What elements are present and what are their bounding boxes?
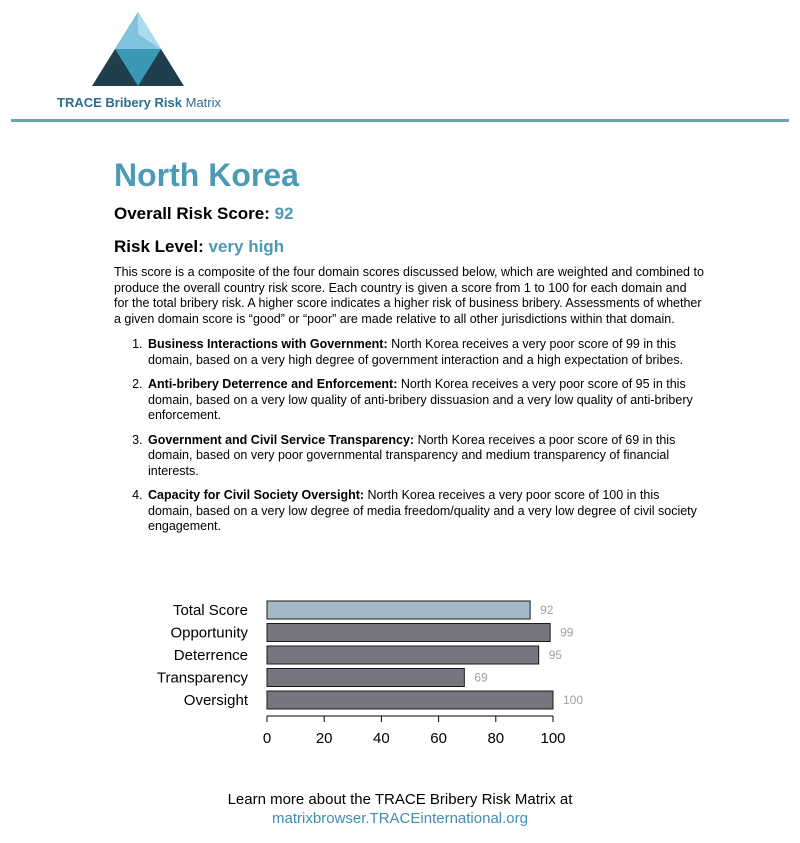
score-bar	[267, 601, 530, 619]
value-label: 69	[474, 670, 488, 685]
value-label: 100	[563, 693, 584, 707]
category-label: Transparency	[156, 669, 248, 687]
domain-list	[114, 337, 704, 535]
category-label: Total Score	[172, 602, 248, 619]
value-label: 92	[540, 603, 554, 617]
country-title: North Korea	[114, 157, 299, 193]
category-label: Deterrence	[173, 647, 248, 664]
overall-score-value: 92	[274, 204, 294, 223]
brand-name-rest: Matrix	[185, 95, 221, 110]
trace-logo-icon	[92, 12, 184, 88]
domain-title: Business Interactions with Government:	[148, 337, 388, 351]
x-tick-label: 20	[315, 730, 333, 747]
risk-level	[114, 236, 704, 258]
brand-name	[57, 95, 221, 110]
overall-score	[114, 203, 704, 225]
x-tick-label: 0	[262, 730, 272, 747]
domain-text: North Korea receives a very poor score of 99 in this domain, based on a very high degree of government interaction and a high expectation of bribes.	[148, 337, 684, 367]
category-label: Opportunity	[170, 624, 248, 642]
value-label: 95	[548, 648, 563, 662]
domain-title: Capacity for Civil Society Oversight:	[148, 488, 365, 502]
category-label: Oversight	[183, 692, 248, 709]
risk-level-label: Risk Level:	[114, 237, 204, 256]
domain-item	[146, 488, 704, 535]
score-bar	[267, 646, 539, 664]
domain-text: North Korea receives a very poor score of 95 in this domain, based on a very low quality of anti-bribery dissuasion and a very low quality of anti-bribery enforcement.	[148, 377, 693, 422]
intro-paragraph: This score is a composite of the four domain scores discussed below, which are weighted and combined to produce the overall country risk score. Each country is given a score from 1 to 100 for each domain and for the total bribery risk. A higher score indicates a higher risk of business bribery. Assessments of whether a given domain score is “good” or “poor” are made relative to all other jurisdictions within that domain.	[114, 265, 704, 326]
risk-level-value: very high	[208, 237, 285, 256]
score-bar	[267, 669, 464, 687]
footer-text: Learn more about the TRACE Bribery Risk Matrix at	[227, 791, 573, 808]
domain-text: North Korea receives a poor score of 69 in this domain, based on very poor governmental transparency and medium transparency of financial interests.	[148, 432, 676, 478]
score-bar-chart	[0, 590, 800, 760]
matrix-browser-link[interactable]: matrixbrowser.TRACEinternational.org	[272, 810, 528, 827]
domain-text: North Korea receives a very poor score of 100 in this domain, based on a very low degree of media freedom/quality and a very low degree of civil society engagement.	[148, 488, 697, 533]
x-tick-label: 100	[540, 730, 566, 747]
domain-item	[146, 377, 704, 424]
brand-name-bold: TRACE Bribery Risk	[57, 95, 182, 110]
score-bar	[267, 691, 553, 709]
domain-item	[146, 337, 704, 368]
domain-item	[146, 433, 704, 480]
domain-title: Government and Civil Service Transparency:	[148, 432, 415, 447]
overall-score-label: Overall Risk Score:	[114, 204, 270, 223]
header-divider	[11, 119, 789, 122]
footer	[0, 790, 800, 828]
domain-title: Anti-bribery Deterrence and Enforcement:	[148, 377, 398, 391]
value-label: 99	[560, 625, 574, 640]
x-tick-label: 80	[487, 730, 505, 747]
x-tick-label: 60	[430, 730, 447, 747]
score-bar	[267, 624, 550, 642]
report-content	[114, 155, 704, 544]
header	[0, 0, 800, 124]
x-tick-label: 40	[373, 730, 390, 747]
